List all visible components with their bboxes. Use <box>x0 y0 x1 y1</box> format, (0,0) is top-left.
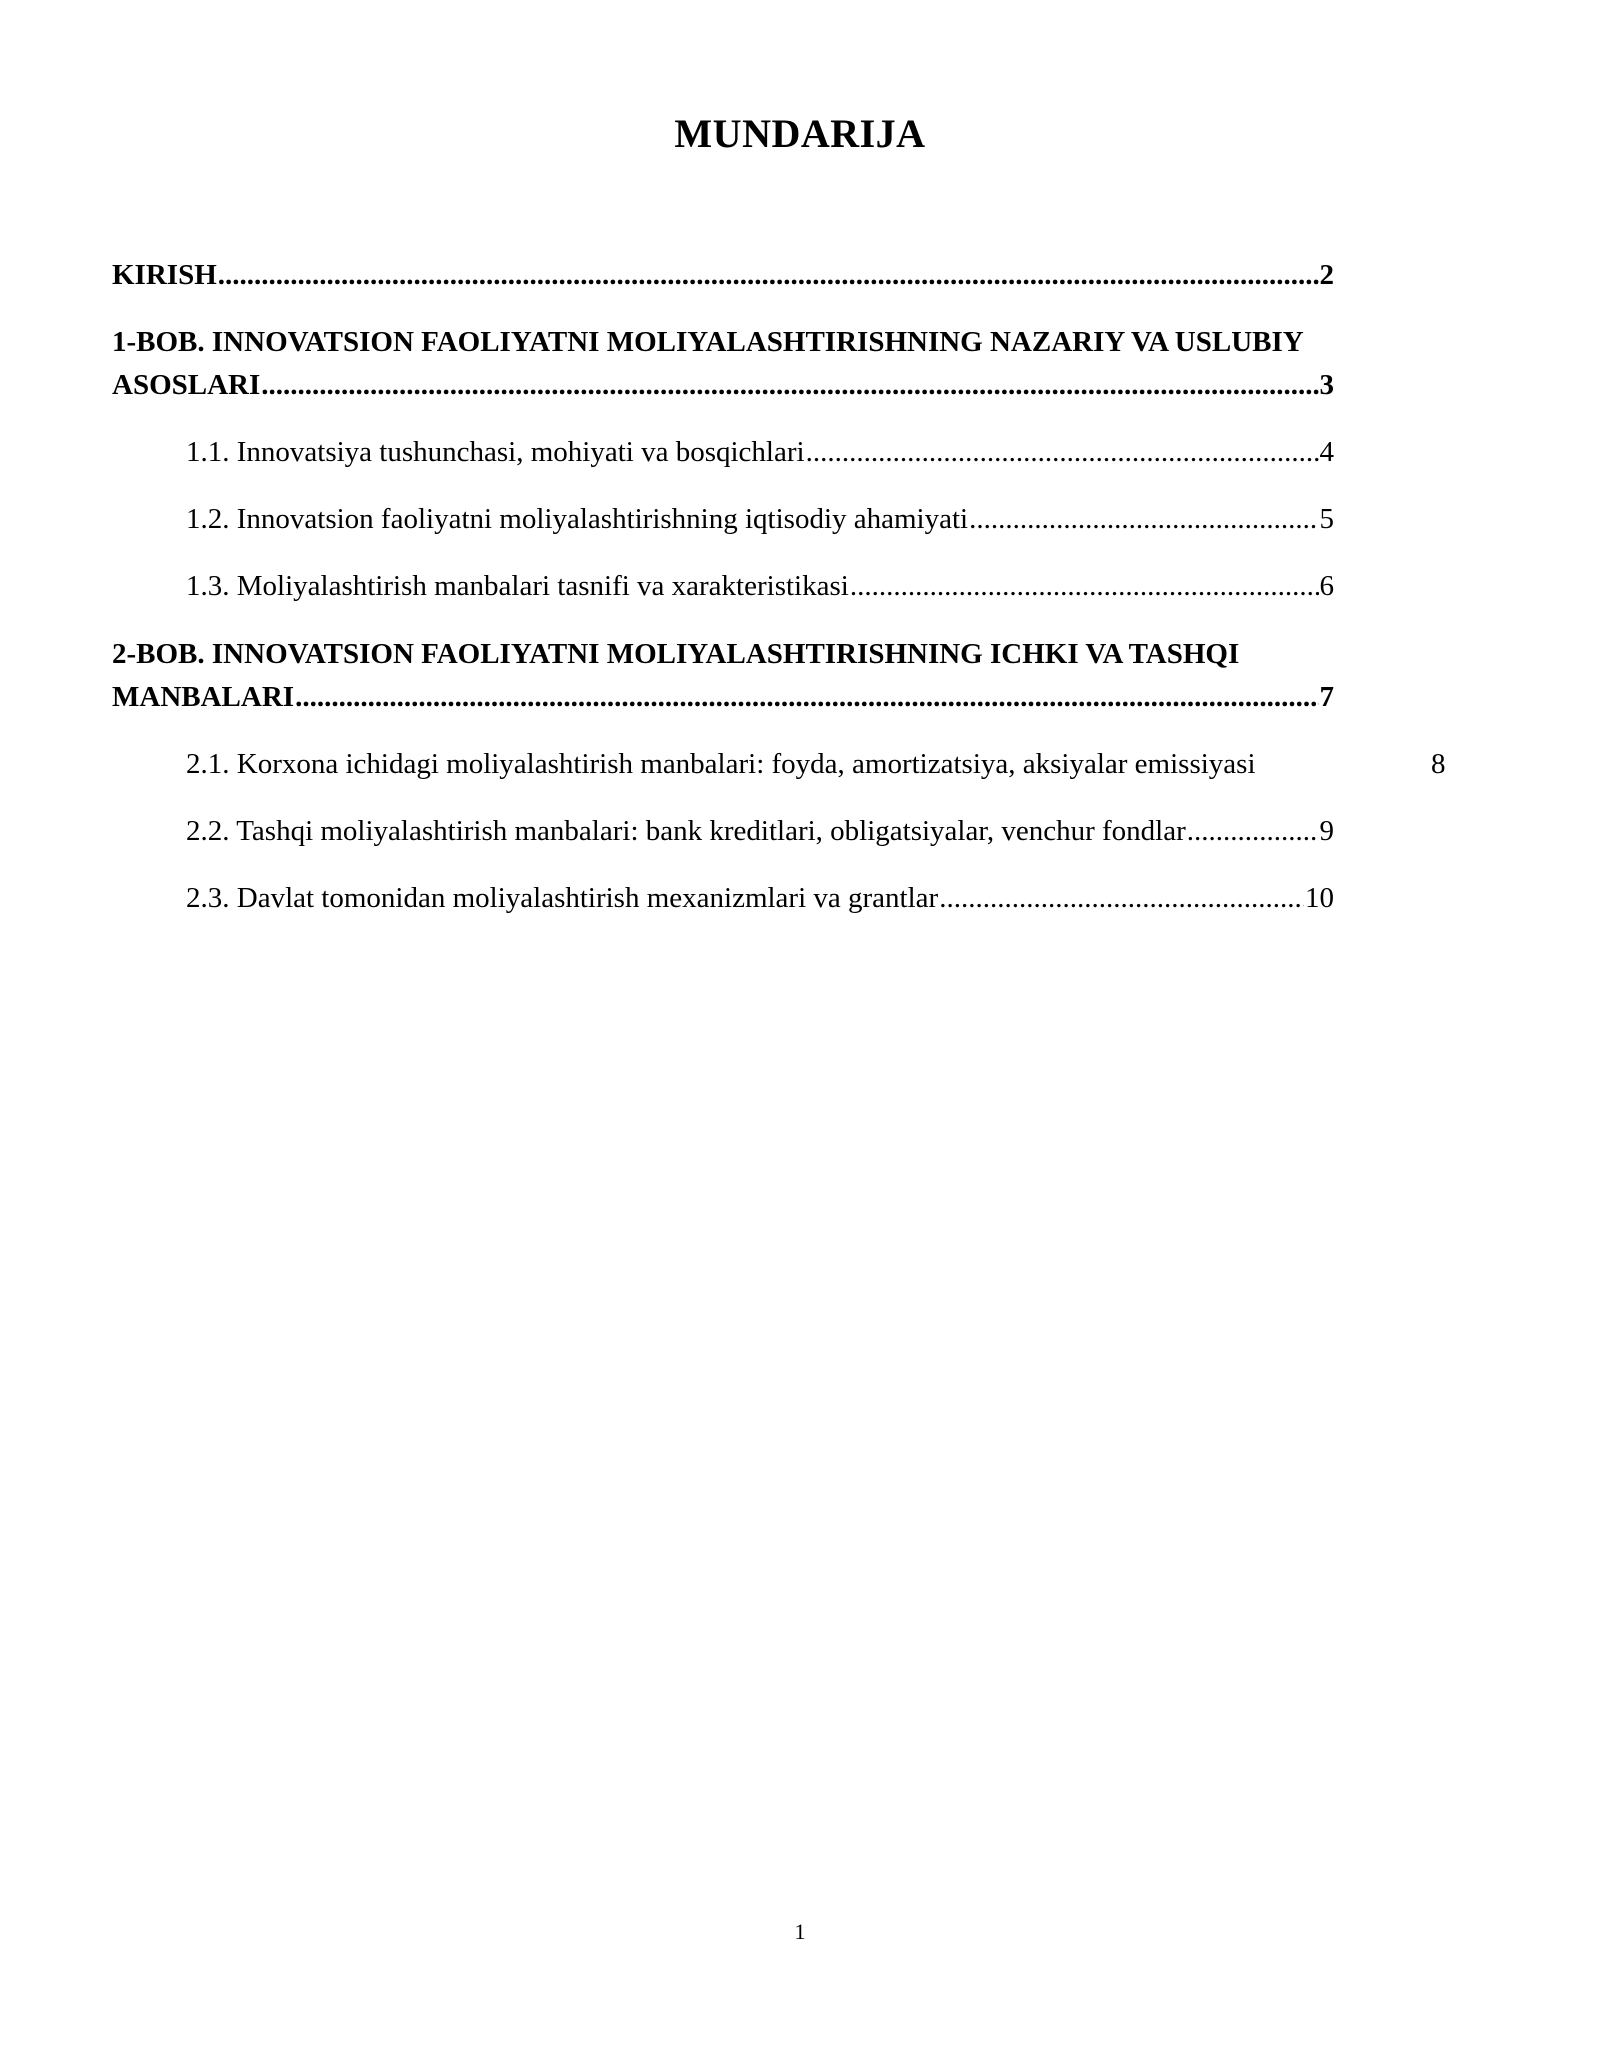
page-title: MUNDARIJA <box>674 111 926 156</box>
toc-entry-text: 2.1. Korxona ichidagi moliyalashtirish manbalari: foyda, amortizatsiya, aksiyalar emissiyasi <box>186 748 1256 780</box>
toc-entry-1-3[interactable] <box>186 568 1334 604</box>
toc-entry-2-2[interactable] <box>186 813 1334 849</box>
toc-page-number: 2 <box>1319 259 1334 291</box>
toc-page-number: 10 <box>1305 882 1334 914</box>
toc-entry-chapter1[interactable] <box>112 367 1334 403</box>
toc-entry-2-1[interactable] <box>186 746 1256 782</box>
toc-page-number: 3 <box>1319 369 1334 401</box>
toc-entry-text: KIRISH <box>112 259 217 291</box>
toc-leader-dots <box>218 257 1319 293</box>
toc-page-number-2-1: 8 <box>1431 748 1446 780</box>
toc-page-number: 6 <box>1319 570 1334 602</box>
toc-entry-chapter2[interactable] <box>112 679 1334 715</box>
toc-entry-1-2[interactable] <box>186 501 1334 537</box>
toc-entry-intro[interactable] <box>112 257 1334 293</box>
toc-entry-text: 1.3. Moliyalashtirish manbalari tasnifi va xarakteristikasi <box>186 570 849 602</box>
toc-leader-dots <box>939 880 1304 916</box>
toc-entry-2-3[interactable] <box>186 880 1334 916</box>
toc-entry-text: MANBALARI <box>112 681 295 713</box>
toc-entry-1-1[interactable] <box>186 434 1334 470</box>
toc-page-number: 5 <box>1319 503 1334 535</box>
toc-entry-text: 2.3. Davlat tomonidan moliyalashtirish mexanizmlari va grantlar <box>186 882 939 914</box>
toc-leader-dots <box>261 367 1318 403</box>
toc-entry-text: 1.1. Innovatsiya tushunchasi, mohiyati va bosqichlari <box>186 436 805 468</box>
toc-entry-text: ASOSLARI <box>112 369 261 401</box>
toc-leader-dots <box>850 568 1319 604</box>
toc-entry-text: 1.2. Innovatsion faoliyatni moliyalashtirishning iqtisodiy ahamiyati <box>186 503 969 535</box>
toc-page-number: 4 <box>1319 436 1334 468</box>
page-number: 1 <box>794 1919 806 1944</box>
toc-page-number: 7 <box>1319 681 1334 713</box>
toc-leader-dots <box>969 501 1318 537</box>
toc-page-number: 9 <box>1319 815 1334 847</box>
toc-leader-dots <box>1187 813 1319 849</box>
toc-entry-text: 2.2. Tashqi moliyalashtirish manbalari: bank kreditlari, obligatsiyalar, venchur fondlar <box>186 815 1186 847</box>
toc-leader-dots <box>806 434 1319 470</box>
toc-chapter1-heading[interactable]: 1-BOB. INNOVATSION FAOLIYATNI MOLIYALASHTIRISHNING NAZARIY VA USLUBIY <box>112 326 1304 358</box>
toc-chapter2-heading[interactable]: 2-BOB. INNOVATSION FAOLIYATNI MOLIYALASHTIRISHNING ICHKI VA TASHQI <box>112 638 1240 670</box>
toc-leader-dots <box>295 679 1318 715</box>
